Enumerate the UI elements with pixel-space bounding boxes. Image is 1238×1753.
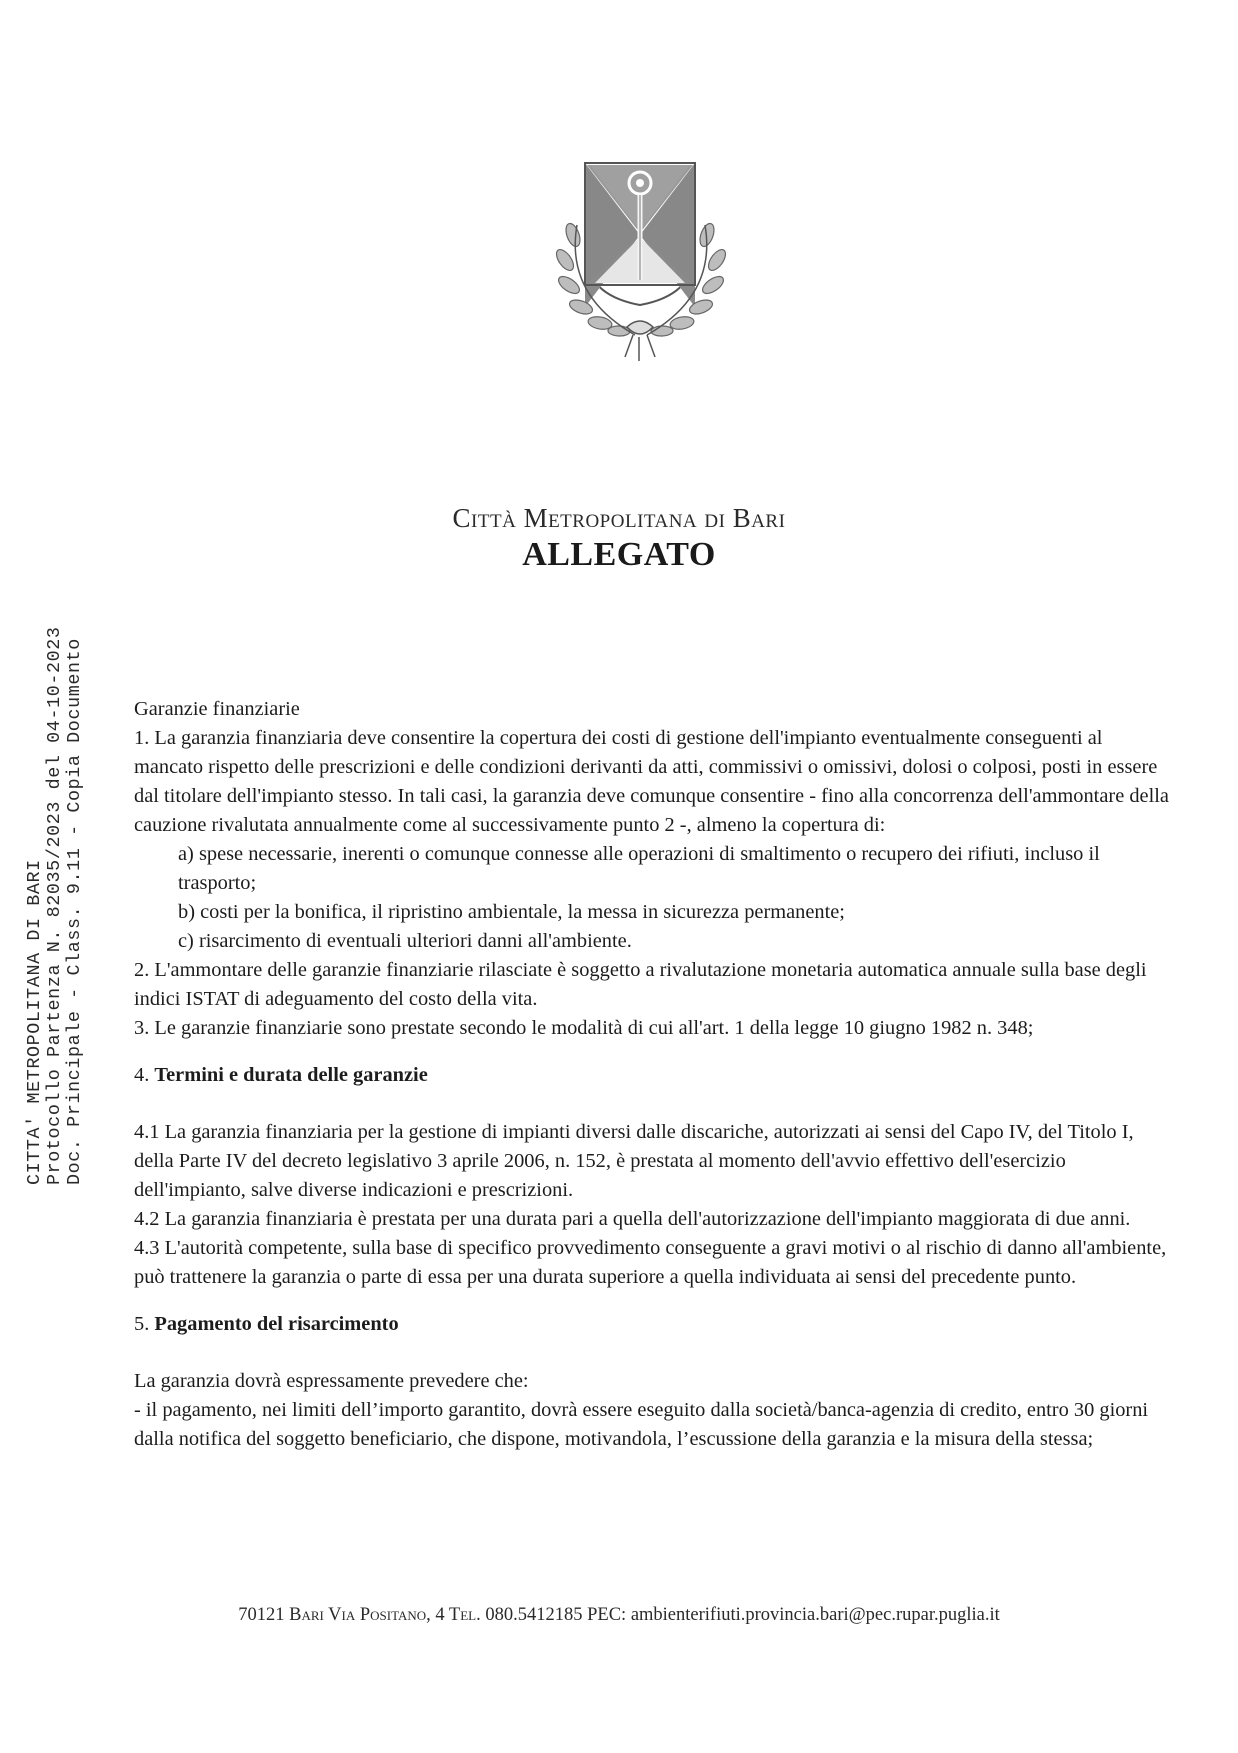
paragraph-3: 3. Le garanzie finanziarie sono prestate secondo le modalità di cui all'art. 1 della legge 10 giugno 1982 n. 348; [134,1017,1034,1039]
coat-of-arms-emblem [535,155,750,395]
stamp-line-3: Doc. Principale - Class. 9.11 - Copia Documento [64,638,85,1185]
organization-name: Città Metropolitana di Bari [452,503,786,533]
heading-5-number: 5. [134,1313,150,1335]
section-title: Garanzie finanziarie [134,698,300,720]
document-body [134,695,1169,1454]
heading-4-text: Termini e durata delle garanzie [154,1064,428,1086]
stamp-line-2: Protocollo Partenza N. 82035/2023 del 04-10-2023 [44,626,65,1185]
paragraph-4-3: 4.3 L'autorità competente, sulla base di specifico provvedimento conseguente a gravi motivi o al rischio di danno all'ambiente, può trattenere la garanzia o parte di essa per una durata superiore a quella individuata ai sensi del precedente punto. [134,1237,1167,1288]
paragraph-2: 2. L'ammontare delle garanzie finanziarie rilasciate è soggetto a rivalutazione monetaria automatica annuale sulla base degli indici ISTAT di adeguamento del costo della vita. [134,959,1147,1010]
footer-address [0,1605,1238,1626]
paragraph-5a: - il pagamento, nei limiti dell’importo garantito, dovrà essere eseguito dalla società/banca-agenzia di credito, entro 30 giorni dalla notifica del soggetto beneficiario, che dispone, motivandola, l’escussione della garanzia e la misura della stessa; [134,1399,1149,1450]
paragraph-1a: a) spese necessarie, inerenti o comunque connesse alle operazioni di smaltimento o recupero dei rifiuti, incluso il trasporto; [178,843,1100,894]
footer-pec-email: ambienterifiuti.provincia.bari@pec.rupar.puglia.it [630,1605,1000,1625]
heading-4-number: 4. [134,1064,150,1086]
paragraph-4-2: 4.2 La garanzia finanziaria è prestata per una durata pari a quella dell'autorizzazione dell'impianto maggiorata di due anni. [134,1208,1131,1230]
footer-pec-label: PEC: [587,1605,627,1625]
heading-5-text: Pagamento del risarcimento [154,1313,399,1335]
paragraph-5: La garanzia dovrà espressamente prevedere che: [134,1370,529,1392]
paragraph-1b: b) costi per la bonifica, il ripristino ambientale, la messa in sicurezza permanente; [178,901,845,923]
document-title: ALLEGATO [522,536,716,573]
paragraph-4-1: 4.1 La garanzia finanziaria per la gestione di impianti diversi dalle discariche, autorizzati ai sensi del Capo IV, del Titolo I, della Parte IV del decreto legislativo 3 aprile 2006, n. 152, è prestata al momento dell'avvio effettivo dell'esercizio dell'impianto, salve diverse indicazioni e prescrizioni. [134,1121,1134,1201]
stamp-line-1: CITTA' METROPOLITANA DI BARI [24,859,45,1185]
protocol-stamp [25,565,85,1185]
paragraph-1: 1. La garanzia finanziaria deve consentire la copertura dei costi di gestione dell'impianto eventualmente conseguenti al mancato rispetto delle prescrizioni e delle condizioni derivanti da atti, commissivi o omissivi, dolosi o colposi, posti in essere dal titolare dell'impianto stesso. In tali casi, la garanzia deve comunque consentire - fino alla concorrenza dell'ammontare della cauzione rivalutata annualmente come al successivamente punto 2 -, almeno la copertura di: [134,727,1169,836]
heading-5 [134,1310,1169,1339]
heading-4 [134,1061,1169,1090]
footer-address-text: 70121 Bari Via Positano, 4 Tel. 080.5412185 [238,1605,583,1625]
paragraph-1c: c) risarcimento di eventuali ulteriori danni all'ambiente. [178,930,632,952]
